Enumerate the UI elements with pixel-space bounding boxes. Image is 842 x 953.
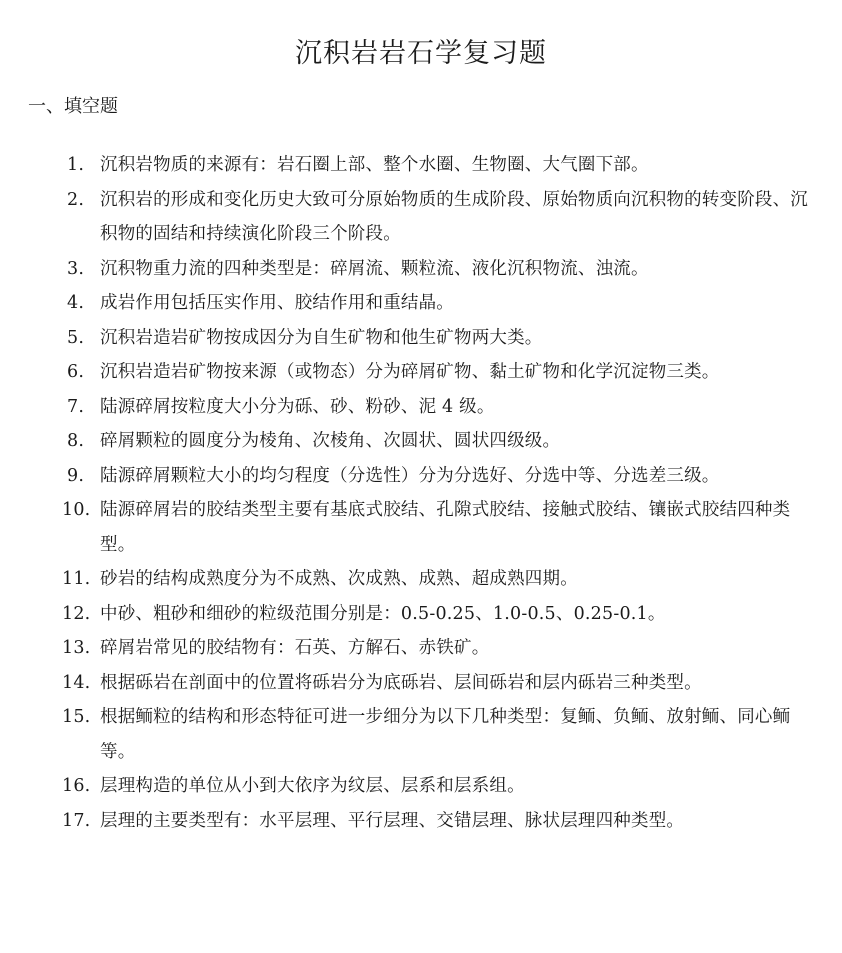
- question-number: 7.: [67, 396, 85, 417]
- question-number: 15.: [62, 707, 91, 727]
- question-number: 4.: [67, 293, 85, 313]
- question-text: 碎屑岩常见的胶结物有：石英、方解石、赤铁矿。: [100, 638, 490, 658]
- question-item: [0, 148, 842, 183]
- question-number: 6.: [67, 362, 85, 382]
- question-text: 沉积岩造岩矿物按成因分为自生矿物和他生矿物两大类。: [100, 327, 543, 348]
- question-text: 层理构造的单位从小到大依序为纹层、层系和层系组。: [100, 776, 525, 796]
- question-item: [0, 286, 842, 321]
- question-item: [0, 459, 842, 494]
- question-number: 16.: [62, 776, 91, 796]
- question-number: 11.: [62, 569, 91, 589]
- question-text: 层理的主要类型有：水平层理、平行层理、交错层理、脉状层理四种类型。: [100, 810, 685, 831]
- question-text: 陆源碎屑岩的胶结类型主要有基底式胶结、孔隙式胶结、接触式胶结、镶嵌式胶结四种类型。: [100, 500, 791, 555]
- question-item: [0, 562, 842, 597]
- question-number: 10.: [62, 500, 91, 520]
- question-text: 沉积岩的形成和变化历史大致可分原始物质的生成阶段、原始物质向沉积物的转变阶段、沉积物的固结和持续演化阶段三个阶段。: [100, 189, 808, 244]
- question-item: [0, 183, 842, 252]
- question-text: 沉积物重力流的四种类型是：碎屑流、颗粒流、液化沉积物流、浊流。: [100, 258, 649, 279]
- question-text: 根据砾岩在剖面中的位置将砾岩分为底砾岩、层间砾岩和层内砾岩三种类型。: [100, 672, 702, 693]
- question-number: 12.: [62, 603, 91, 624]
- question-item: [0, 390, 842, 425]
- document-title: 沉积岩岩石学复习题: [295, 38, 547, 69]
- question-item: [0, 631, 842, 666]
- question-text: 成岩作用包括压实作用、胶结作用和重结晶。: [100, 293, 454, 313]
- question-number: 1.: [67, 155, 85, 175]
- question-item: [0, 700, 842, 769]
- section-heading: 一、填空题: [28, 96, 118, 117]
- question-number: 13.: [62, 638, 91, 658]
- question-number: 8.: [67, 431, 85, 451]
- question-text: 根据鲕粒的结构和形态特征可进一步细分为以下几种类型：复鲕、负鲕、放射鲕、同心鲕等。: [100, 707, 791, 762]
- question-item: [0, 597, 842, 632]
- question-text: 陆源碎屑按粒度大小分为砾、砂、粉砂、泥 4 级。: [100, 396, 495, 417]
- question-text: 陆源碎屑颗粒大小的均匀程度（分选性）分为分选好、分选中等、分选差三级。: [100, 465, 720, 486]
- question-text: 沉积岩物质的来源有：岩石圈上部、整个水圈、生物圈、大气圈下部。: [100, 155, 649, 175]
- question-item: [0, 252, 842, 287]
- question-number: 2.: [67, 189, 85, 210]
- question-text: 沉积岩造岩矿物按来源（或物态）分为碎屑矿物、黏土矿物和化学沉淀物三类。: [100, 362, 720, 382]
- question-item: [0, 666, 842, 701]
- question-text: 砂岩的结构成熟度分为不成熟、次成熟、成熟、超成熟四期。: [100, 569, 578, 589]
- question-number: 5.: [67, 327, 85, 348]
- question-text: 碎屑颗粒的圆度分为棱角、次棱角、次圆状、圆状四级级。: [100, 431, 561, 451]
- question-item: [0, 769, 842, 804]
- question-number: 14.: [62, 672, 91, 693]
- question-item: [0, 493, 842, 562]
- question-list: [0, 148, 842, 838]
- question-item: [0, 804, 842, 839]
- question-text: 中砂、粗砂和细砂的粒级范围分别是：0.5-0.25、1.0-0.5、0.25-0.1。: [100, 603, 666, 624]
- question-number: 3.: [67, 258, 85, 279]
- question-item: [0, 321, 842, 356]
- question-number: 17.: [62, 810, 91, 831]
- question-item: [0, 355, 842, 390]
- question-number: 9.: [67, 465, 85, 486]
- question-item: [0, 424, 842, 459]
